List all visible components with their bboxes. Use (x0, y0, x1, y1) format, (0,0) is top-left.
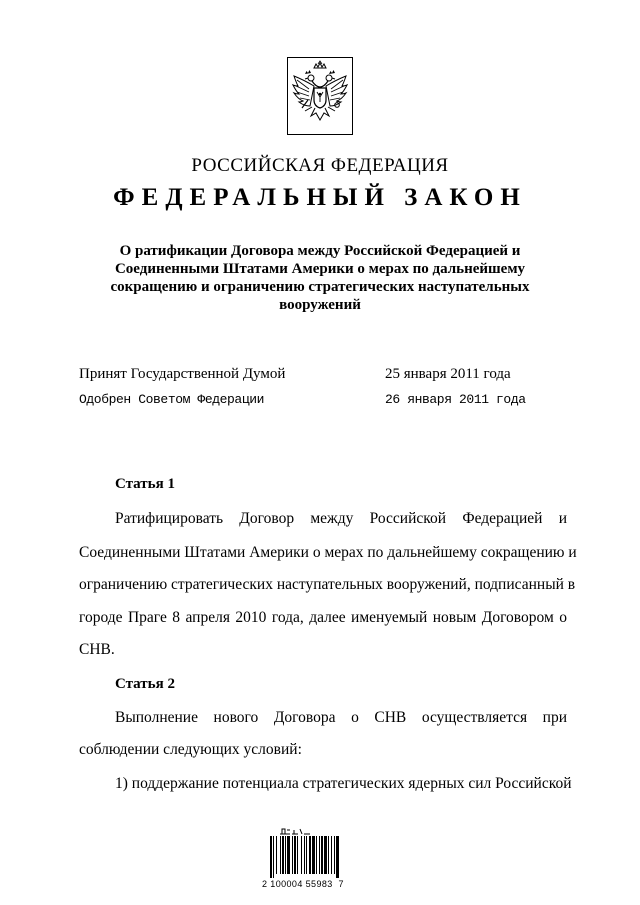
barcode-bar (270, 836, 272, 878)
barcode-bar (292, 836, 293, 874)
barcode-bar (304, 836, 305, 874)
barcode-bar (324, 836, 327, 874)
barcode-bar (334, 836, 335, 874)
article-1-line: ограничению стратегических наступательных вооружений, подписанный в (79, 576, 576, 593)
barcode-bar (328, 836, 329, 874)
article-1-heading: Статья 1 (115, 476, 175, 492)
adoption-body: Одобрен Советом Федерации (79, 392, 265, 407)
barcode-bar (285, 836, 286, 874)
article-2-line: 1) поддержание потенциала стратегических ядерных сил Российской (115, 775, 572, 792)
adoption-body: Принят Государственной Думой (79, 366, 286, 382)
barcode-bar (276, 836, 277, 874)
barcode-bar (301, 836, 302, 874)
barcode-bar (280, 836, 281, 874)
barcode-bar (331, 836, 332, 874)
barcode-bar (306, 836, 307, 874)
law-title-line: О ратификации Договора между Российской Федерацией и (119, 243, 521, 259)
barcode-bar (321, 836, 323, 874)
article-1-line: городе Праге 8 апреля 2010 года, далее именуемый новым Договором о (79, 609, 567, 626)
barcode-bar (319, 836, 320, 874)
article-1-line: СНВ. (79, 641, 115, 658)
barcode-bar (294, 836, 296, 874)
adoption-date: 26 января 2011 года (385, 392, 526, 407)
barcode-bar (273, 836, 274, 878)
barcode-bar (282, 836, 284, 874)
barcode-bar (297, 836, 298, 874)
law-type-heading: ФЕДЕРАЛЬНЫЙ ЗАКОН (113, 184, 527, 211)
law-title-line: вооружений (279, 297, 361, 313)
russian-coat-of-arms-icon (287, 57, 353, 135)
barcode-mark-icon (276, 826, 316, 836)
law-title-line: Соединенными Штатами Америки о мерах по дальнейшему (114, 261, 526, 277)
barcode-bar (287, 836, 290, 874)
barcode-bar (316, 836, 317, 874)
barcode-bar (309, 836, 311, 874)
adoption-duma (79, 366, 559, 386)
country-name: РОССИЙСКАЯ ФЕДЕРАЦИЯ (191, 155, 449, 176)
adoption-federation-council (79, 392, 559, 412)
barcode-number: 2 100004 55983 7 (262, 879, 344, 889)
law-title-line: сокращению и ограничению стратегических наступательных (110, 279, 530, 295)
barcode-icon (268, 836, 368, 878)
article-1-line: Ратифицировать Договор между Российской Федерацией и (115, 510, 567, 527)
article-2-line: Выполнение нового Договора о СНВ осуществляется при (115, 709, 567, 726)
article-1-line: Соединенными Штатами Америки о мерах по дальнейшему сокращению и (79, 544, 577, 561)
adoption-date: 25 января 2011 года (385, 366, 511, 382)
article-2-heading: Статья 2 (115, 676, 175, 692)
article-2-line: соблюдении следующих условий: (79, 741, 302, 758)
barcode-bar (312, 836, 315, 874)
barcode-bar (336, 836, 339, 878)
law-title (100, 242, 540, 314)
